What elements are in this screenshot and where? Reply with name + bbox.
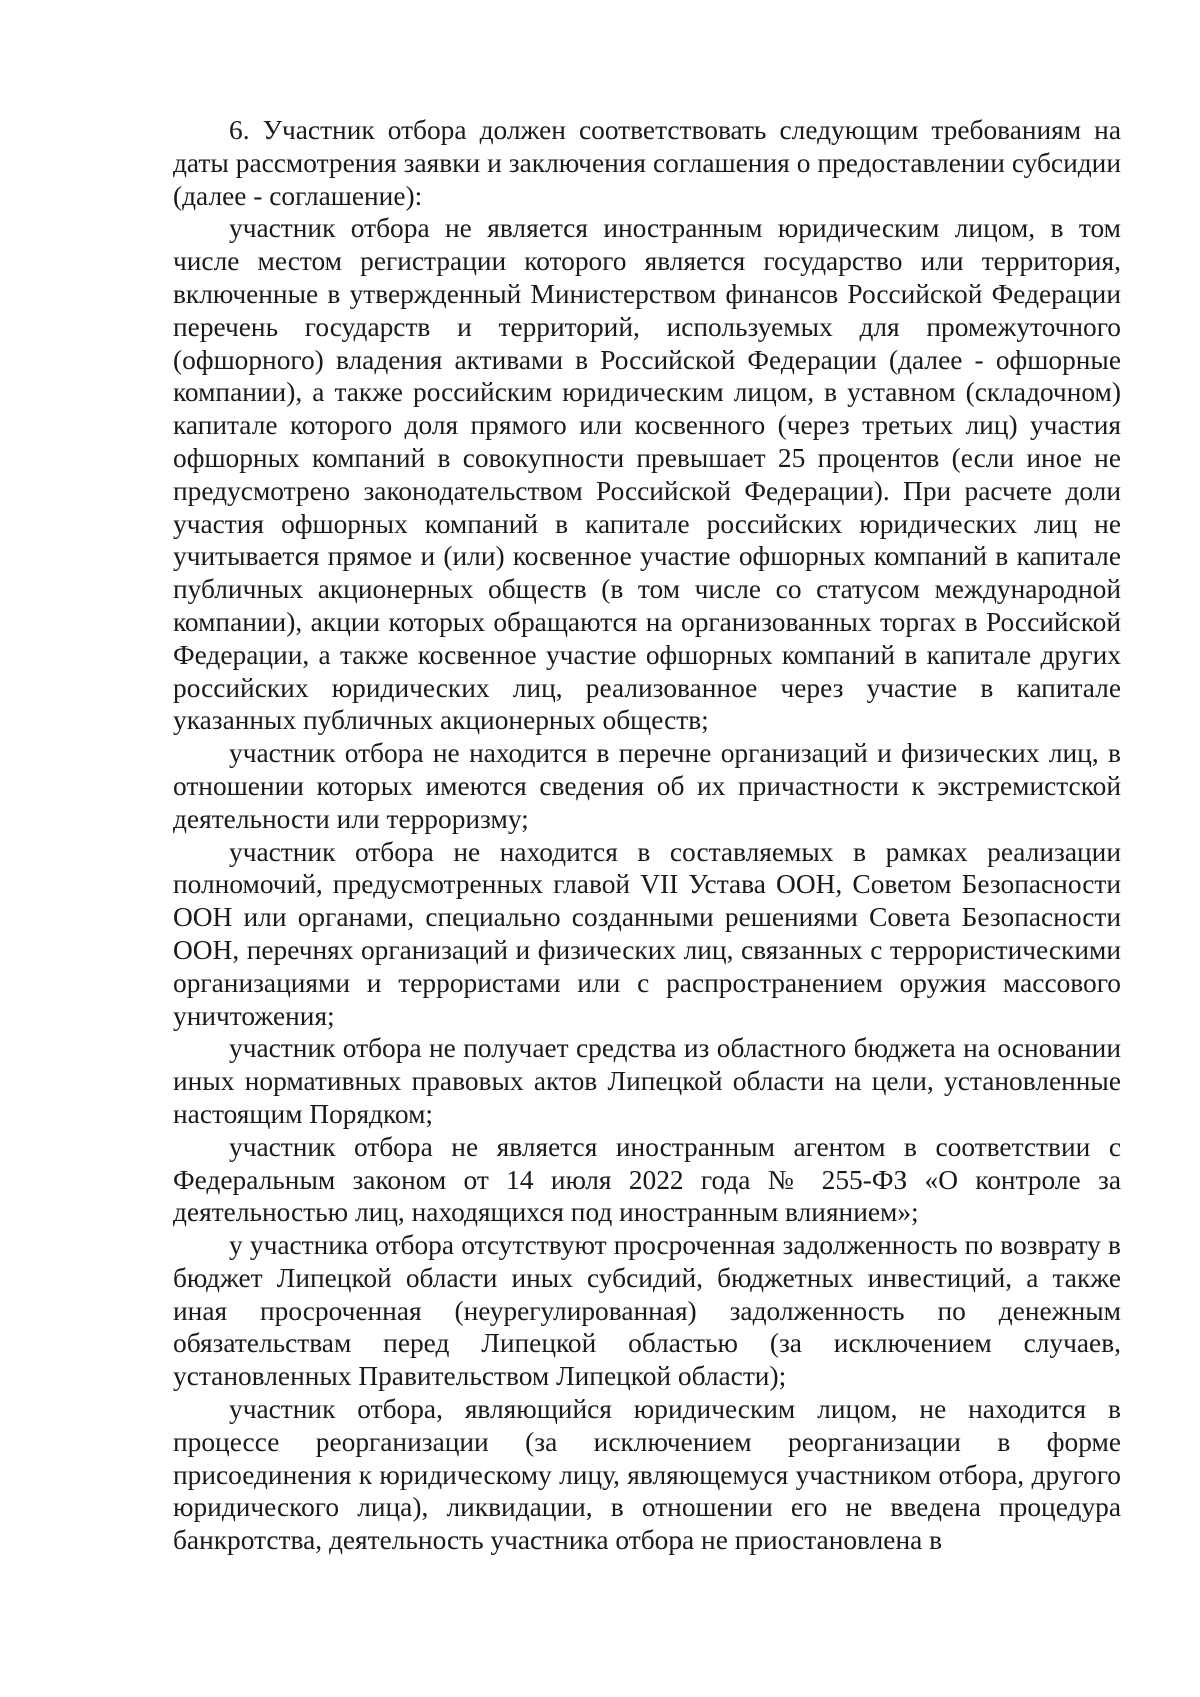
document-body — [173, 114, 1121, 1557]
paragraph-reorganization-liquidation: участник отбора, являющийся юридическим лицом, не находится в процессе реорганизации (за исключением реорганизации в форме присоединения к юридическому лицу, являющемуся участником отбора, другого юридического лица), ликвидации, в отношении его не введена процедура банкротства, деятельность участника отбора не приостановлена в — [173, 1394, 1121, 1556]
paragraph-extremism-list: участник отбора не находится в перечне организаций и физических лиц, в отношении которых имеются сведения об их причастности к экстремистской деятельности или терроризму; — [173, 738, 1121, 834]
paragraph-foreign-agent: участник отбора не является иностранным агентом в соответствии с Федеральным законом от 14 июля 2022 года № 255-ФЗ «О контроле за деятельностью лиц, находящихся под иностранным влиянием»; — [173, 1131, 1121, 1228]
paragraph-no-overdue-debt: у участника отбора отсутствуют просроченная задолженность по возврату в бюджет Липецкой области иных субсидий, бюджетных инвестиций, а также иная просроченная (неурегулированная) задолженность по денежным обязательствам перед Липецкой областью (за исключением случаев, установленных Правительством Липецкой области); — [173, 1230, 1121, 1392]
paragraph-no-other-budget-funds: участник отбора не получает средства из областного бюджета на основании иных нормативных правовых актов Липецкой области на цели, установленные настоящим Порядком; — [173, 1033, 1121, 1129]
paragraph-requirements-intro: 6. Участник отбора должен соответствовать следующим требованиям на даты рассмотрения заявки и заключения соглашения о предоставлении субсидии (далее - соглашение): — [173, 115, 1121, 211]
paragraph-un-sanctions-list: участник отбора не находится в составляемых в рамках реализации полномочий, предусмотренных главой VII Устава ООН, Советом Безопасности ООН или органами, специально созданными решениями Совета Безопасности ООН, перечнях организаций и физических лиц, связанных с террористическими организациями и террористами или с распространением оружия массового уничтожения; — [173, 836, 1121, 1031]
paragraph-offshore-requirement: участник отбора не является иностранным юридическим лицом, в том числе местом регистрации которого является государство или территория, включенные в утвержденный Министерством финансов Российской Федерации перечень государств и территорий, используемых для промежуточного (офшорного) владения активами в Российской Федерации (далее - офшорные компании), а также российским юридическим лицом, в уставном (складочном) капитале которого доля прямого или косвенного (через третьих лиц) участия офшорных компаний в совокупности превышает 25 процентов (если иное не предусмотрено законодательством Российской Федерации). При расчете доли участия офшорных компаний в капитале российских юридических лиц не учитывается прямое и (или) косвенное участие офшорных компаний в капитале публичных акционерных обществ (в том числе со статусом международной компании), акции которых обращаются на организованных торгах в Российской Федерации, а также косвенное участие офшорных компаний в капитале других российских юридических лиц, реализованное через участие в капитале указанных публичных акционерных обществ; — [173, 213, 1121, 736]
